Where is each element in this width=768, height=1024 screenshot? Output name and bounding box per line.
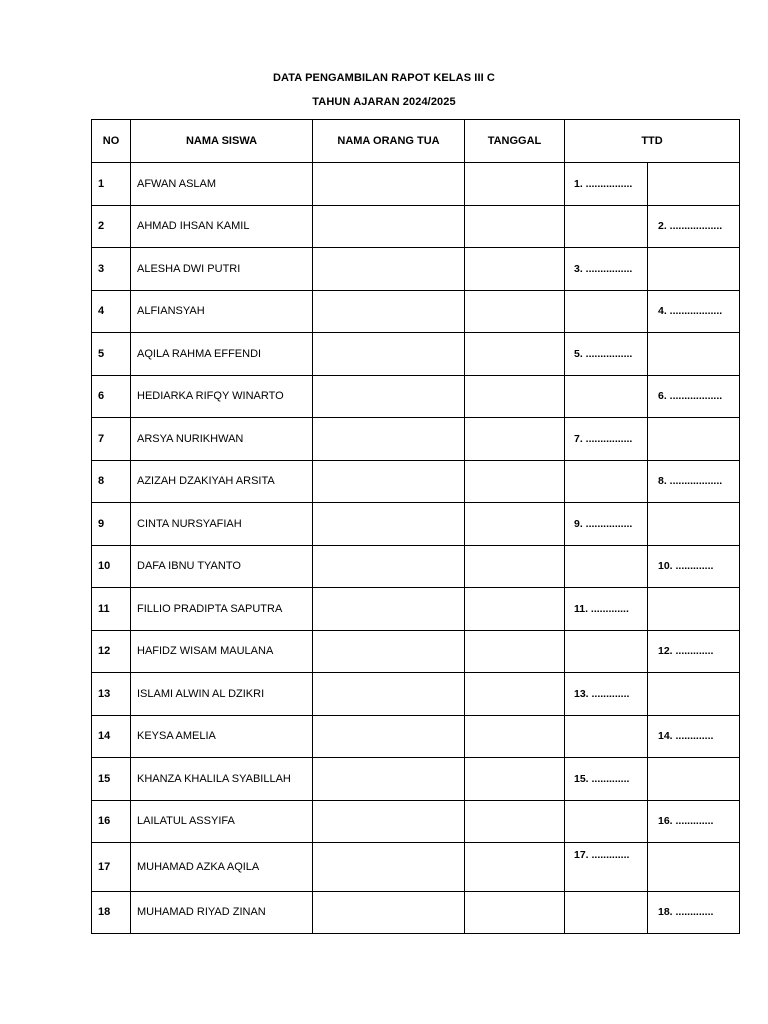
table-row	[92, 843, 740, 892]
header-student-name: NAMA SISWA	[131, 120, 313, 163]
signature-left-cell[interactable]: 15. .............	[565, 758, 648, 801]
row-number: 5	[92, 333, 131, 376]
date-cell[interactable]	[465, 843, 565, 892]
signature-right-cell[interactable]: 8. ..................	[648, 460, 740, 503]
signature-left-cell[interactable]	[565, 800, 648, 843]
parent-name-cell[interactable]	[313, 290, 465, 333]
student-name: AQILA RAHMA EFFENDI	[131, 333, 313, 376]
table-row	[92, 163, 740, 206]
date-cell[interactable]	[465, 418, 565, 461]
signature-right-cell[interactable]: 6. ..................	[648, 375, 740, 418]
parent-name-cell[interactable]	[313, 588, 465, 631]
pickup-table	[91, 119, 740, 934]
signature-left-cell[interactable]	[565, 460, 648, 503]
row-number: 13	[92, 673, 131, 716]
date-cell[interactable]	[465, 460, 565, 503]
signature-right-cell[interactable]	[648, 503, 740, 546]
date-cell[interactable]	[465, 503, 565, 546]
student-name: HEDIARKA RIFQY WINARTO	[131, 375, 313, 418]
row-number: 15	[92, 758, 131, 801]
signature-right-cell[interactable]	[648, 588, 740, 631]
table-row	[92, 758, 740, 801]
row-number: 12	[92, 630, 131, 673]
signature-right-cell[interactable]	[648, 333, 740, 376]
signature-right-cell[interactable]: 10. .............	[648, 545, 740, 588]
parent-name-cell[interactable]	[313, 503, 465, 546]
table-body	[92, 163, 740, 934]
student-name: DAFA IBNU TYANTO	[131, 545, 313, 588]
student-name: KHANZA KHALILA SYABILLAH	[131, 758, 313, 801]
date-cell[interactable]	[465, 333, 565, 376]
date-cell[interactable]	[465, 205, 565, 248]
row-number: 2	[92, 205, 131, 248]
signature-right-cell[interactable]	[648, 163, 740, 206]
signature-left-cell[interactable]	[565, 715, 648, 758]
signature-left-cell[interactable]: 9. ................	[565, 503, 648, 546]
row-number: 1	[92, 163, 131, 206]
table-row	[92, 290, 740, 333]
student-name: LAILATUL ASSYIFA	[131, 800, 313, 843]
table-header-row	[92, 120, 740, 163]
parent-name-cell[interactable]	[313, 248, 465, 291]
student-name: MUHAMAD AZKA AQILA	[131, 843, 313, 892]
signature-left-cell[interactable]	[565, 545, 648, 588]
row-number: 17	[92, 843, 131, 892]
signature-right-cell[interactable]: 2. ..................	[648, 205, 740, 248]
table-row	[92, 800, 740, 843]
table-row	[92, 715, 740, 758]
student-name: ARSYA NURIKHWAN	[131, 418, 313, 461]
row-number: 4	[92, 290, 131, 333]
parent-name-cell[interactable]	[313, 418, 465, 461]
date-cell[interactable]	[465, 715, 565, 758]
parent-name-cell[interactable]	[313, 375, 465, 418]
parent-name-cell[interactable]	[313, 715, 465, 758]
row-number: 7	[92, 418, 131, 461]
signature-left-cell[interactable]: 11. .............	[565, 588, 648, 631]
signature-left-cell[interactable]	[565, 205, 648, 248]
row-number: 16	[92, 800, 131, 843]
date-cell[interactable]	[465, 545, 565, 588]
table-row	[92, 673, 740, 716]
parent-name-cell[interactable]	[313, 163, 465, 206]
parent-name-cell[interactable]	[313, 843, 465, 892]
date-cell[interactable]	[465, 588, 565, 631]
table-row	[92, 375, 740, 418]
table-row	[92, 418, 740, 461]
row-number: 10	[92, 545, 131, 588]
header-signature: TTD	[565, 120, 740, 163]
date-cell[interactable]	[465, 163, 565, 206]
date-cell[interactable]	[465, 891, 565, 934]
row-number: 18	[92, 891, 131, 934]
header-parent-name: NAMA ORANG TUA	[313, 120, 465, 163]
date-cell[interactable]	[465, 673, 565, 716]
signature-left-cell[interactable]: 5. ................	[565, 333, 648, 376]
signature-right-cell[interactable]: 16. .............	[648, 800, 740, 843]
signature-left-cell[interactable]	[565, 630, 648, 673]
parent-name-cell[interactable]	[313, 205, 465, 248]
parent-name-cell[interactable]	[313, 891, 465, 934]
row-number: 14	[92, 715, 131, 758]
table-row	[92, 588, 740, 631]
table-row	[92, 630, 740, 673]
table-row	[92, 333, 740, 376]
parent-name-cell[interactable]	[313, 673, 465, 716]
student-name: FILLIO PRADIPTA SAPUTRA	[131, 588, 313, 631]
signature-right-cell[interactable]: 12. .............	[648, 630, 740, 673]
parent-name-cell[interactable]	[313, 460, 465, 503]
date-cell[interactable]	[465, 248, 565, 291]
table-row	[92, 545, 740, 588]
table-row	[92, 248, 740, 291]
parent-name-cell[interactable]	[313, 333, 465, 376]
date-cell[interactable]	[465, 375, 565, 418]
student-name: AZIZAH DZAKIYAH ARSITA	[131, 460, 313, 503]
student-name: AHMAD IHSAN KAMIL	[131, 205, 313, 248]
table-row	[92, 891, 740, 934]
signature-left-cell[interactable]: 13. .............	[565, 673, 648, 716]
student-name: ALFIANSYAH	[131, 290, 313, 333]
student-name: AFWAN ASLAM	[131, 163, 313, 206]
header-date: TANGGAL	[465, 120, 565, 163]
signature-left-cell[interactable]: 7. ................	[565, 418, 648, 461]
document-subtitle: TAHUN AJARAN 2024/2025	[312, 96, 456, 108]
signature-right-cell[interactable]	[648, 758, 740, 801]
signature-left-cell[interactable]: 3. ................	[565, 248, 648, 291]
student-name: ISLAMI ALWIN AL DZIKRI	[131, 673, 313, 716]
row-number: 3	[92, 248, 131, 291]
signature-right-cell[interactable]	[648, 418, 740, 461]
parent-name-cell[interactable]	[313, 758, 465, 801]
table-row	[92, 503, 740, 546]
signature-left-cell[interactable]	[565, 375, 648, 418]
date-cell[interactable]	[465, 758, 565, 801]
table-row	[92, 460, 740, 503]
date-cell[interactable]	[465, 290, 565, 333]
row-number: 8	[92, 460, 131, 503]
signature-right-cell[interactable]: 18. .............	[648, 891, 740, 934]
row-number: 11	[92, 588, 131, 631]
row-number: 9	[92, 503, 131, 546]
row-number: 6	[92, 375, 131, 418]
student-name: HAFIDZ WISAM MAULANA	[131, 630, 313, 673]
date-cell[interactable]	[465, 630, 565, 673]
student-name: MUHAMAD RIYAD ZINAN	[131, 891, 313, 934]
signature-left-cell[interactable]	[565, 290, 648, 333]
student-name: ALESHA DWI PUTRI	[131, 248, 313, 291]
signature-right-cell[interactable]	[648, 843, 740, 892]
student-name: KEYSA AMELIA	[131, 715, 313, 758]
signature-right-cell[interactable]: 14. .............	[648, 715, 740, 758]
signature-left-cell[interactable]: 17. .............	[565, 843, 648, 892]
document-title: DATA PENGAMBILAN RAPOT KELAS III C	[273, 72, 495, 84]
signature-right-cell[interactable]	[648, 673, 740, 716]
parent-name-cell[interactable]	[313, 630, 465, 673]
header-no: NO	[92, 120, 131, 163]
date-cell[interactable]	[465, 800, 565, 843]
student-name: CINTA NURSYAFIAH	[131, 503, 313, 546]
signature-right-cell[interactable]: 4. ..................	[648, 290, 740, 333]
parent-name-cell[interactable]	[313, 800, 465, 843]
signature-right-cell[interactable]	[648, 248, 740, 291]
signature-left-cell[interactable]	[565, 891, 648, 934]
signature-left-cell[interactable]: 1. ................	[565, 163, 648, 206]
table-row	[92, 205, 740, 248]
parent-name-cell[interactable]	[313, 545, 465, 588]
